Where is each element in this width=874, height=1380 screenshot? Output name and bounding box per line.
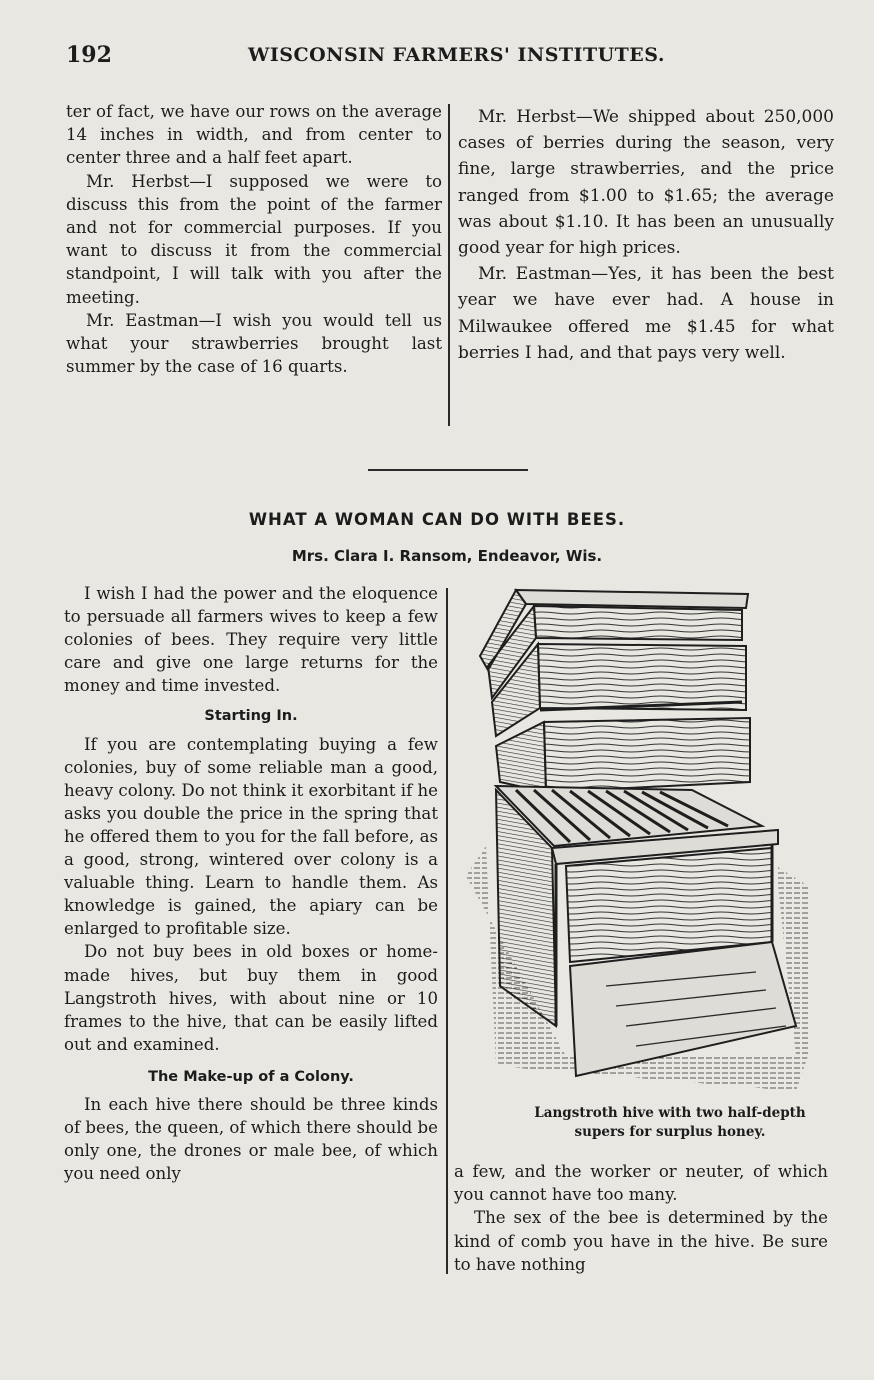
paragraph: The sex of the bee is determined by the kind of comb you have in the hive. Be sure to have nothing	[454, 1208, 828, 1274]
beehive-illustration	[466, 586, 812, 1096]
subheading: The Make-up of a Colony.	[148, 1068, 354, 1085]
paragraph: a few, and the worker or neuter, of which you cannot have too many.	[454, 1162, 828, 1205]
paragraph: Mr. Herbst—We shipped about 250,000 cases of berries during the season, very fine, large strawberries, and the price ranged from $1.00 to $1.65; the average was about $1.10. It has been an unusually good year for high prices.	[458, 107, 834, 259]
subheading: Starting In.	[204, 708, 298, 725]
article-title: WHAT A WOMAN CAN DO WITH BEES.	[248, 510, 626, 529]
figure-caption: Langstroth hive with two half-depth supers for surplus honey.	[534, 1105, 806, 1140]
section-divider	[368, 469, 528, 471]
page-header	[66, 42, 665, 76]
article-left-column	[64, 582, 438, 1185]
paragraph: Mr. Herbst—I supposed we were to discuss this from the point of the farmer and not for commercial purposes. If you want to discuss it from the commercial standpoint, I will talk with you after the meeting.	[66, 171, 442, 307]
paragraph: I wish I had the power and the eloquence to persuade all farmers wives to keep a few colonies of bees. They require very little care and give one large returns for the money and time invested.	[64, 584, 438, 696]
top-right-column	[458, 104, 834, 366]
running-head: WISCONSIN FARMERS' INSTITUTES.	[248, 44, 665, 66]
paragraph: Mr. Eastman—I wish you would tell us what your strawberries brought last summer by the case of 16 quarts.	[66, 310, 442, 377]
paragraph: Mr. Eastman—Yes, it has been the best year we have ever had. A house in Milwaukee offered me $1.45 for what berries I had, and that pays very well.	[458, 264, 834, 363]
column-divider	[448, 104, 450, 426]
langstroth-hive-drawing	[466, 586, 812, 1096]
paragraph: Do not buy bees in old boxes or home-made hives, but buy them in good Langstroth hives, with about nine or 10 frames to the hive, that can be easily lifted out and examined.	[64, 942, 438, 1054]
article-byline: Mrs. Clara I. Ransom, Endeavor, Wis.	[291, 547, 603, 565]
paragraph: ter of fact, we have our rows on the average 14 inches in width, and from center to center three and a half feet apart.	[66, 102, 442, 168]
paragraph: In each hive there should be three kinds of bees, the queen, of which there should be only one, the drones or male bee, of which you need only	[64, 1094, 438, 1184]
column-divider	[446, 588, 448, 1274]
page-number: 192	[66, 42, 112, 68]
article-right-column	[454, 1160, 828, 1276]
paragraph: If you are contemplating buying a few colonies, buy of some reliable man a good, heavy colony. Do not think it exorbitant if he asks you double the price in the spring that he offered them to you for the fall before, as a good, strong, wintered over colony is a valuable thing. Learn to handle them. As knowledge is gained, the apiary can be enlarged to profitable size.	[64, 734, 438, 939]
top-left-column	[66, 100, 442, 378]
